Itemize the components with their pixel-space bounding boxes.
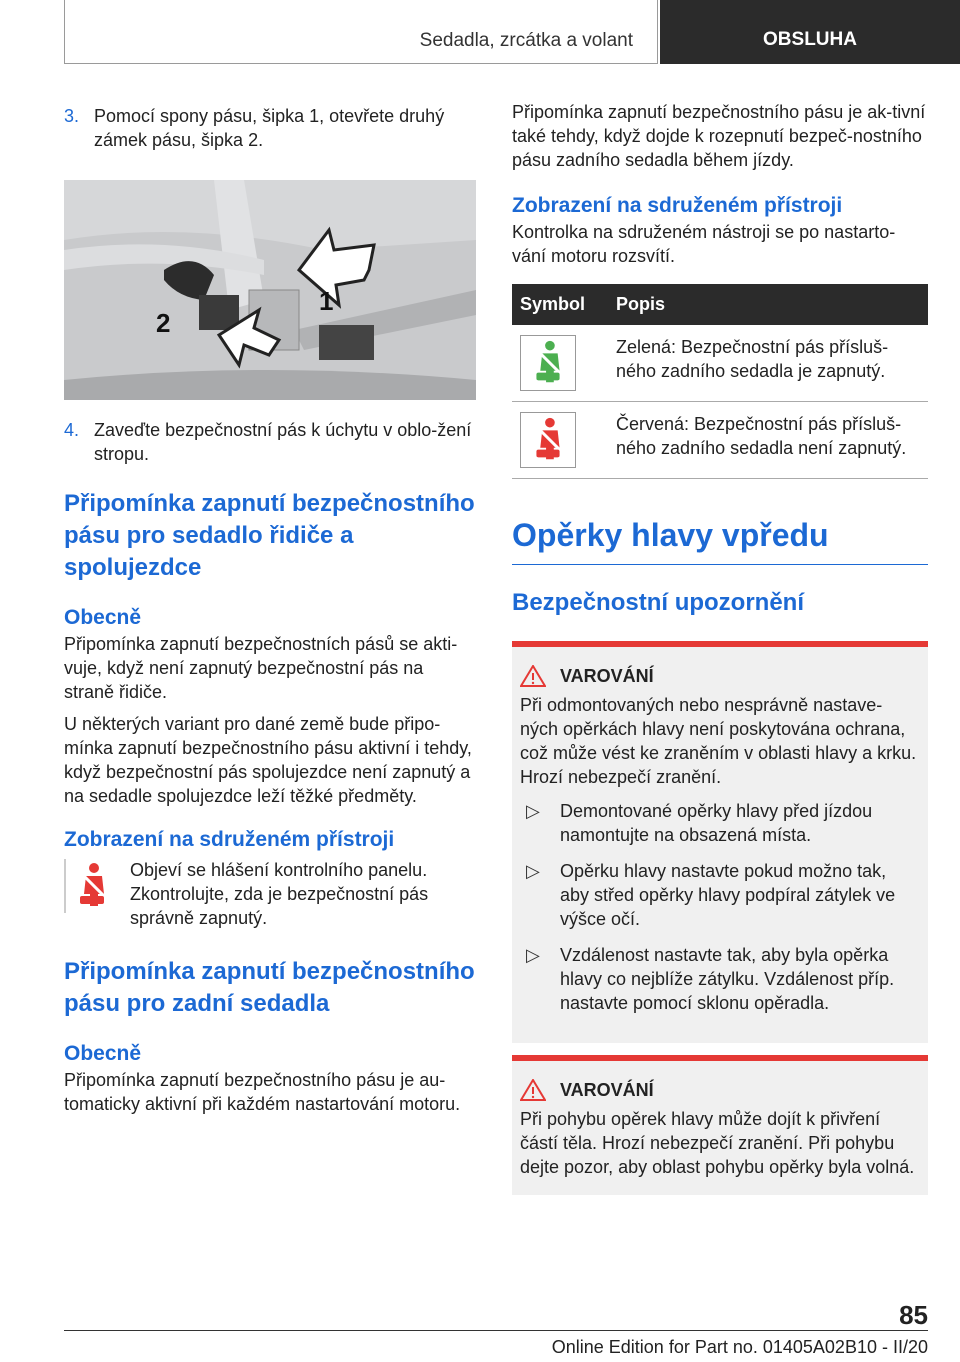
arrow-label-1: 1 [319,286,334,316]
warning-title: VAROVÁNÍ [560,665,654,686]
seatbelt-red-icon [520,412,576,468]
table-header-row [512,284,928,325]
list-item: ▷ Opěrku hlavy nastavte pokud možno tak, aby střed opěrky hlavy podpíral zátylek ve výšce očí. [520,859,920,931]
heading-safety: Bezpečnostní upozornění [512,589,805,616]
seatbelt-green-icon [520,335,576,391]
paragraph-display-1: Objeví se hlášení kontrolního panelu. Zkontrolujte, zda je bezpečnostní pás správně zapnutý. [130,860,429,928]
warning-bullet-list [520,799,920,1015]
symbol-table [512,284,928,479]
seatbelt-warning-icon [64,858,120,914]
step-text: Zaveďte bezpečnostní pás k úchytu v oblo-žení stropu. [94,420,472,464]
header-section-title: Sedadla, zrcátka a volant [419,30,633,51]
symbol-cell [512,402,608,479]
paragraph-general-2: Připomínka zapnutí bezpečnostního pásu je au-tomaticky aktivní při každém nastartování motoru. [64,1070,461,1114]
heading-general-2: Obecně [64,1042,142,1065]
col-desc: Popis [608,284,928,325]
right-column [512,100,928,1195]
heading-display-2: Zobrazení na sdruženém přístroji [512,194,843,217]
page-number: 85 [899,1300,928,1330]
warning-text: Při odmontovaných nebo nesprávně nastave-ných opěrkách hlavy není poskytována ochrana, což může vést ke zraněním v oblasti hlavy a krku. Hrozí nebezpečí zranění. [520,695,917,787]
warning-box-2 [512,1055,928,1195]
paragraph-general-1a: Připomínka zapnutí bezpečnostních pásů se akti-vuje, když není zapnutý bezpečnostní pás na straně řidiče. [64,634,458,702]
desc-cell: Červená: Bezpečnostní pás přísluš-ného zadního sedadla není zapnutý. [608,402,928,479]
warning-title: VAROVÁNÍ [560,1079,654,1100]
seatbelt-illustration [64,180,476,400]
bullet-triangle-icon: ▷ [526,801,540,821]
heading-head-restraints: Opěrky hlavy vpředu [512,517,928,565]
warning-title-row [520,1079,920,1101]
heading-display-1: Zobrazení na sdruženém přístroji [64,828,395,851]
warning-box-1 [512,641,928,1043]
step-number: 4. [64,420,80,440]
warning-triangle-icon [520,1079,546,1101]
bullet-triangle-icon: ▷ [526,945,540,965]
warning-triangle-icon [520,665,546,687]
step-text: Pomocí spony pásu, šipka 1, otevřete druhý zámek pásu, šipka 2. [94,106,445,150]
paragraph-general-1b: U některých variant pro dané země bude připo-mínka zapnutí bezpečnostního pásu aktivní i tehdy, když bezpečnostní pás spolujezdce není zapnutý a na sedadle spolujezdce leží těžké předměty. [64,714,472,806]
display-indicator-row [64,858,476,930]
col-symbol: Symbol [512,284,608,325]
header-frame [64,0,658,64]
arrow-label-2: 2 [156,308,171,338]
step-number: 3. [64,106,80,126]
warning-text: Při pohybu opěrek hlavy může dojít k přivření částí těla. Hrozí nebezpečí zranění. Při pohybu dejte pozor, aby oblast pohybu opěrky byla volná. [520,1109,915,1177]
header-tab [660,0,960,64]
heading-general-1: Obecně [64,606,142,629]
heading-rear-reminder: Připomínka zapnutí bezpečnostního pásu pro zadní sedadla [64,958,475,1017]
heading-driver-reminder: Připomínka zapnutí bezpečnostního pásu pro sedadlo řidiče a spolujezdce [64,490,475,581]
table-row [512,325,928,402]
seatbelt-photo [64,180,476,400]
bullet-triangle-icon: ▷ [526,861,540,881]
step-4 [64,418,476,466]
left-column [64,104,476,1116]
symbol-cell [512,325,608,402]
step-3 [64,104,476,152]
paragraph-intro: Připomínka zapnutí bezpečnostního pásu je ak-tivní také tehdy, když dojde k rozepnutí bezpeč-nostního pásu zadního sedadla během jízdy. [512,102,926,170]
header-tab-label: OBSLUHA [763,29,857,50]
paragraph-display-2: Kontrolka na sdruženém nástroji se po nastarto-vání motoru rozsvítí. [512,222,896,266]
list-item: ▷ Demontované opěrky hlavy před jízdou namontujte na obsazená místa. [520,799,920,847]
footer-edition: Online Edition for Part no. 01405A02B10 - II/20 [551,1337,928,1357]
desc-cell: Zelená: Bezpečnostní pás přísluš-ného zadního sedadla je zapnutý. [608,325,928,402]
warning-title-row [520,665,920,687]
table-row [512,402,928,479]
list-item: ▷ Vzdálenost nastavte tak, aby byla opěrka hlavy co nejblíže zátylku. Vzdálenost příp. nastavte pomocí sklonu opěradla. [520,943,920,1015]
footer-divider [64,1330,928,1331]
